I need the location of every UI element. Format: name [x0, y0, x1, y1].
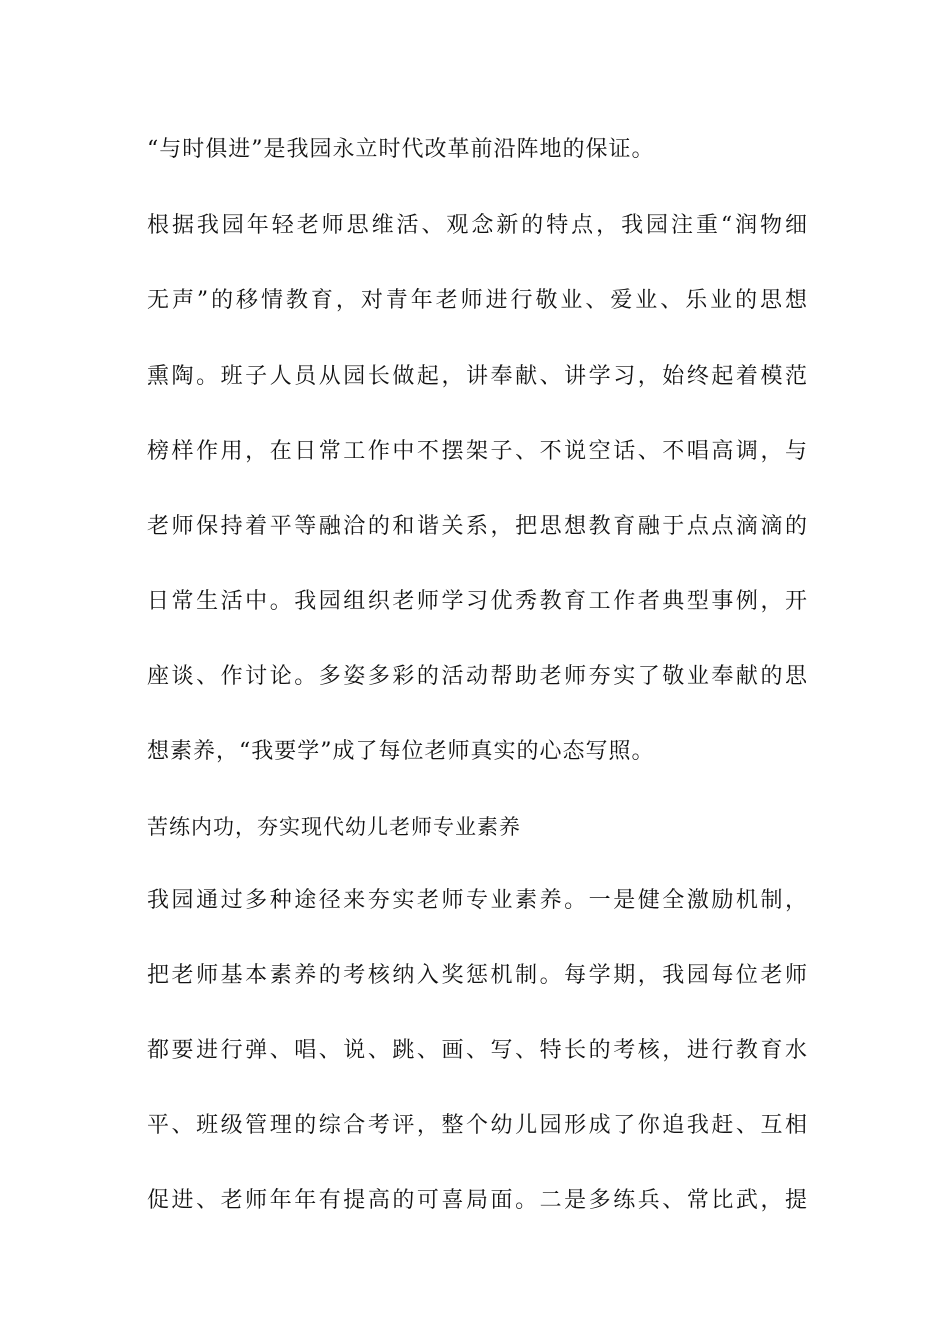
paragraph-line: 座谈、作讨论。多姿多彩的活动帮助老师夯实了敬业奉献的思	[147, 664, 807, 689]
paragraph-line: 平、班级管理的综合考评，整个幼儿园形成了你追我赶、互相	[147, 1113, 807, 1138]
paragraph-line: 都要进行弹、唱、说、跳、画、写、特长的考核，进行教育水	[147, 1038, 807, 1063]
paragraph-line: 榜样作用，在日常工作中不摆架子、不说空话、不唱高调，与	[147, 439, 807, 464]
paragraph-line: 老师保持着平等融洽的和谐关系，把思想教育融于点点滴滴的	[147, 514, 807, 539]
paragraph-line: 我园通过多种途径来夯实老师专业素养。一是健全激励机制，	[147, 888, 807, 913]
paragraph-line: 根据我园年轻老师思维活、观念新的特点，我园注重“润物细	[147, 213, 807, 238]
paragraph-line: “与时俱进”是我园永立时代改革前沿阵地的保证。	[147, 137, 655, 162]
section-heading: 苦练内功，夯实现代幼儿老师专业素养	[147, 815, 521, 839]
paragraph-line: 促进、老师年年有提高的可喜局面。二是多练兵、常比武，提	[147, 1188, 807, 1213]
paragraph-line: 把老师基本素养的考核纳入奖惩机制。每学期，我园每位老师	[147, 963, 807, 988]
paragraph-line: 想素养，“我要学”成了每位老师真实的心态写照。	[147, 739, 655, 764]
paragraph-line: 日常生活中。我园组织老师学习优秀教育工作者典型事例，开	[147, 589, 807, 614]
paragraph-line: 无声”的移情教育，对青年老师进行敬业、爱业、乐业的思想	[147, 288, 807, 313]
paragraph-line: 熏陶。班子人员从园长做起，讲奉献、讲学习，始终起着模范	[147, 364, 807, 389]
